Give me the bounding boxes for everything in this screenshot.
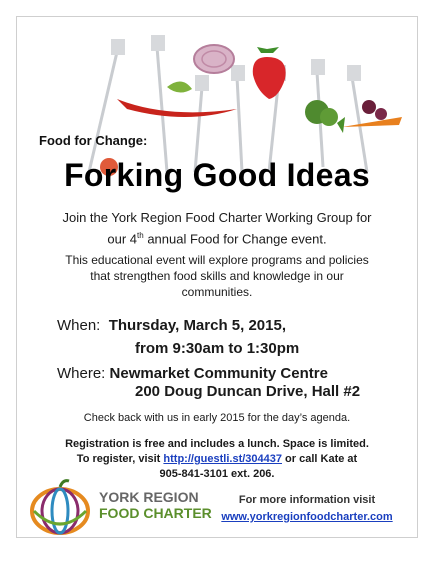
description-line: that strengthen food skills and knowledge in our (90, 269, 344, 283)
registration-link[interactable]: http://guestli.st/304437 (163, 453, 282, 465)
registration-info (17, 437, 417, 482)
registration-line: Registration is free and includes a lunch. Space is limited. (65, 438, 369, 450)
where-label: Where: (57, 365, 106, 382)
intro-text: annual Food for Change event. (143, 231, 327, 247)
venue-name: Newmarket Community Centre (109, 365, 328, 382)
logo-text-line: YORK REGION (99, 489, 199, 505)
more-info-text: For more information visit (238, 494, 376, 506)
registration-line (17, 452, 417, 467)
event-date: Thursday, March 5, 2015, (108, 317, 287, 334)
when-row (57, 317, 286, 334)
logo-text-line: FOOD CHARTER (99, 505, 212, 521)
ordinal-suffix: th (137, 231, 144, 240)
intro-text: our 4 (107, 231, 138, 247)
where-row (57, 365, 328, 382)
registration-phone: 905-841-3101 ext. 206. (159, 468, 275, 480)
intro-line: Join the York Region Food Charter Working Group for (62, 210, 372, 225)
description-paragraph (37, 252, 397, 300)
description-line: communities. (181, 285, 253, 299)
york-region-food-charter-logo (29, 477, 239, 535)
website-link[interactable]: www.yorkregionfoodcharter.com (221, 511, 393, 523)
intro-line (37, 227, 397, 248)
venue-address: 200 Doug Duncan Drive, Hall #2 (135, 383, 361, 400)
description-line: This educational event will explore programs and policies (65, 253, 369, 267)
registration-text: To register, visit (76, 453, 164, 465)
event-subtitle: Food for Change: (39, 133, 148, 148)
page-title: Forking Good Ideas (64, 157, 370, 193)
forks-with-vegetables-image (17, 17, 417, 177)
when-label: When: (57, 317, 101, 334)
event-time: from 9:30am to 1:30pm (135, 340, 300, 357)
registration-text: or call Kate at (282, 453, 358, 465)
intro-paragraph (37, 209, 397, 248)
flyer-page (16, 16, 418, 538)
agenda-note: Check back with us in early 2015 for the day’s agenda. (83, 412, 351, 424)
pumpkin-logo-icon (29, 477, 91, 535)
